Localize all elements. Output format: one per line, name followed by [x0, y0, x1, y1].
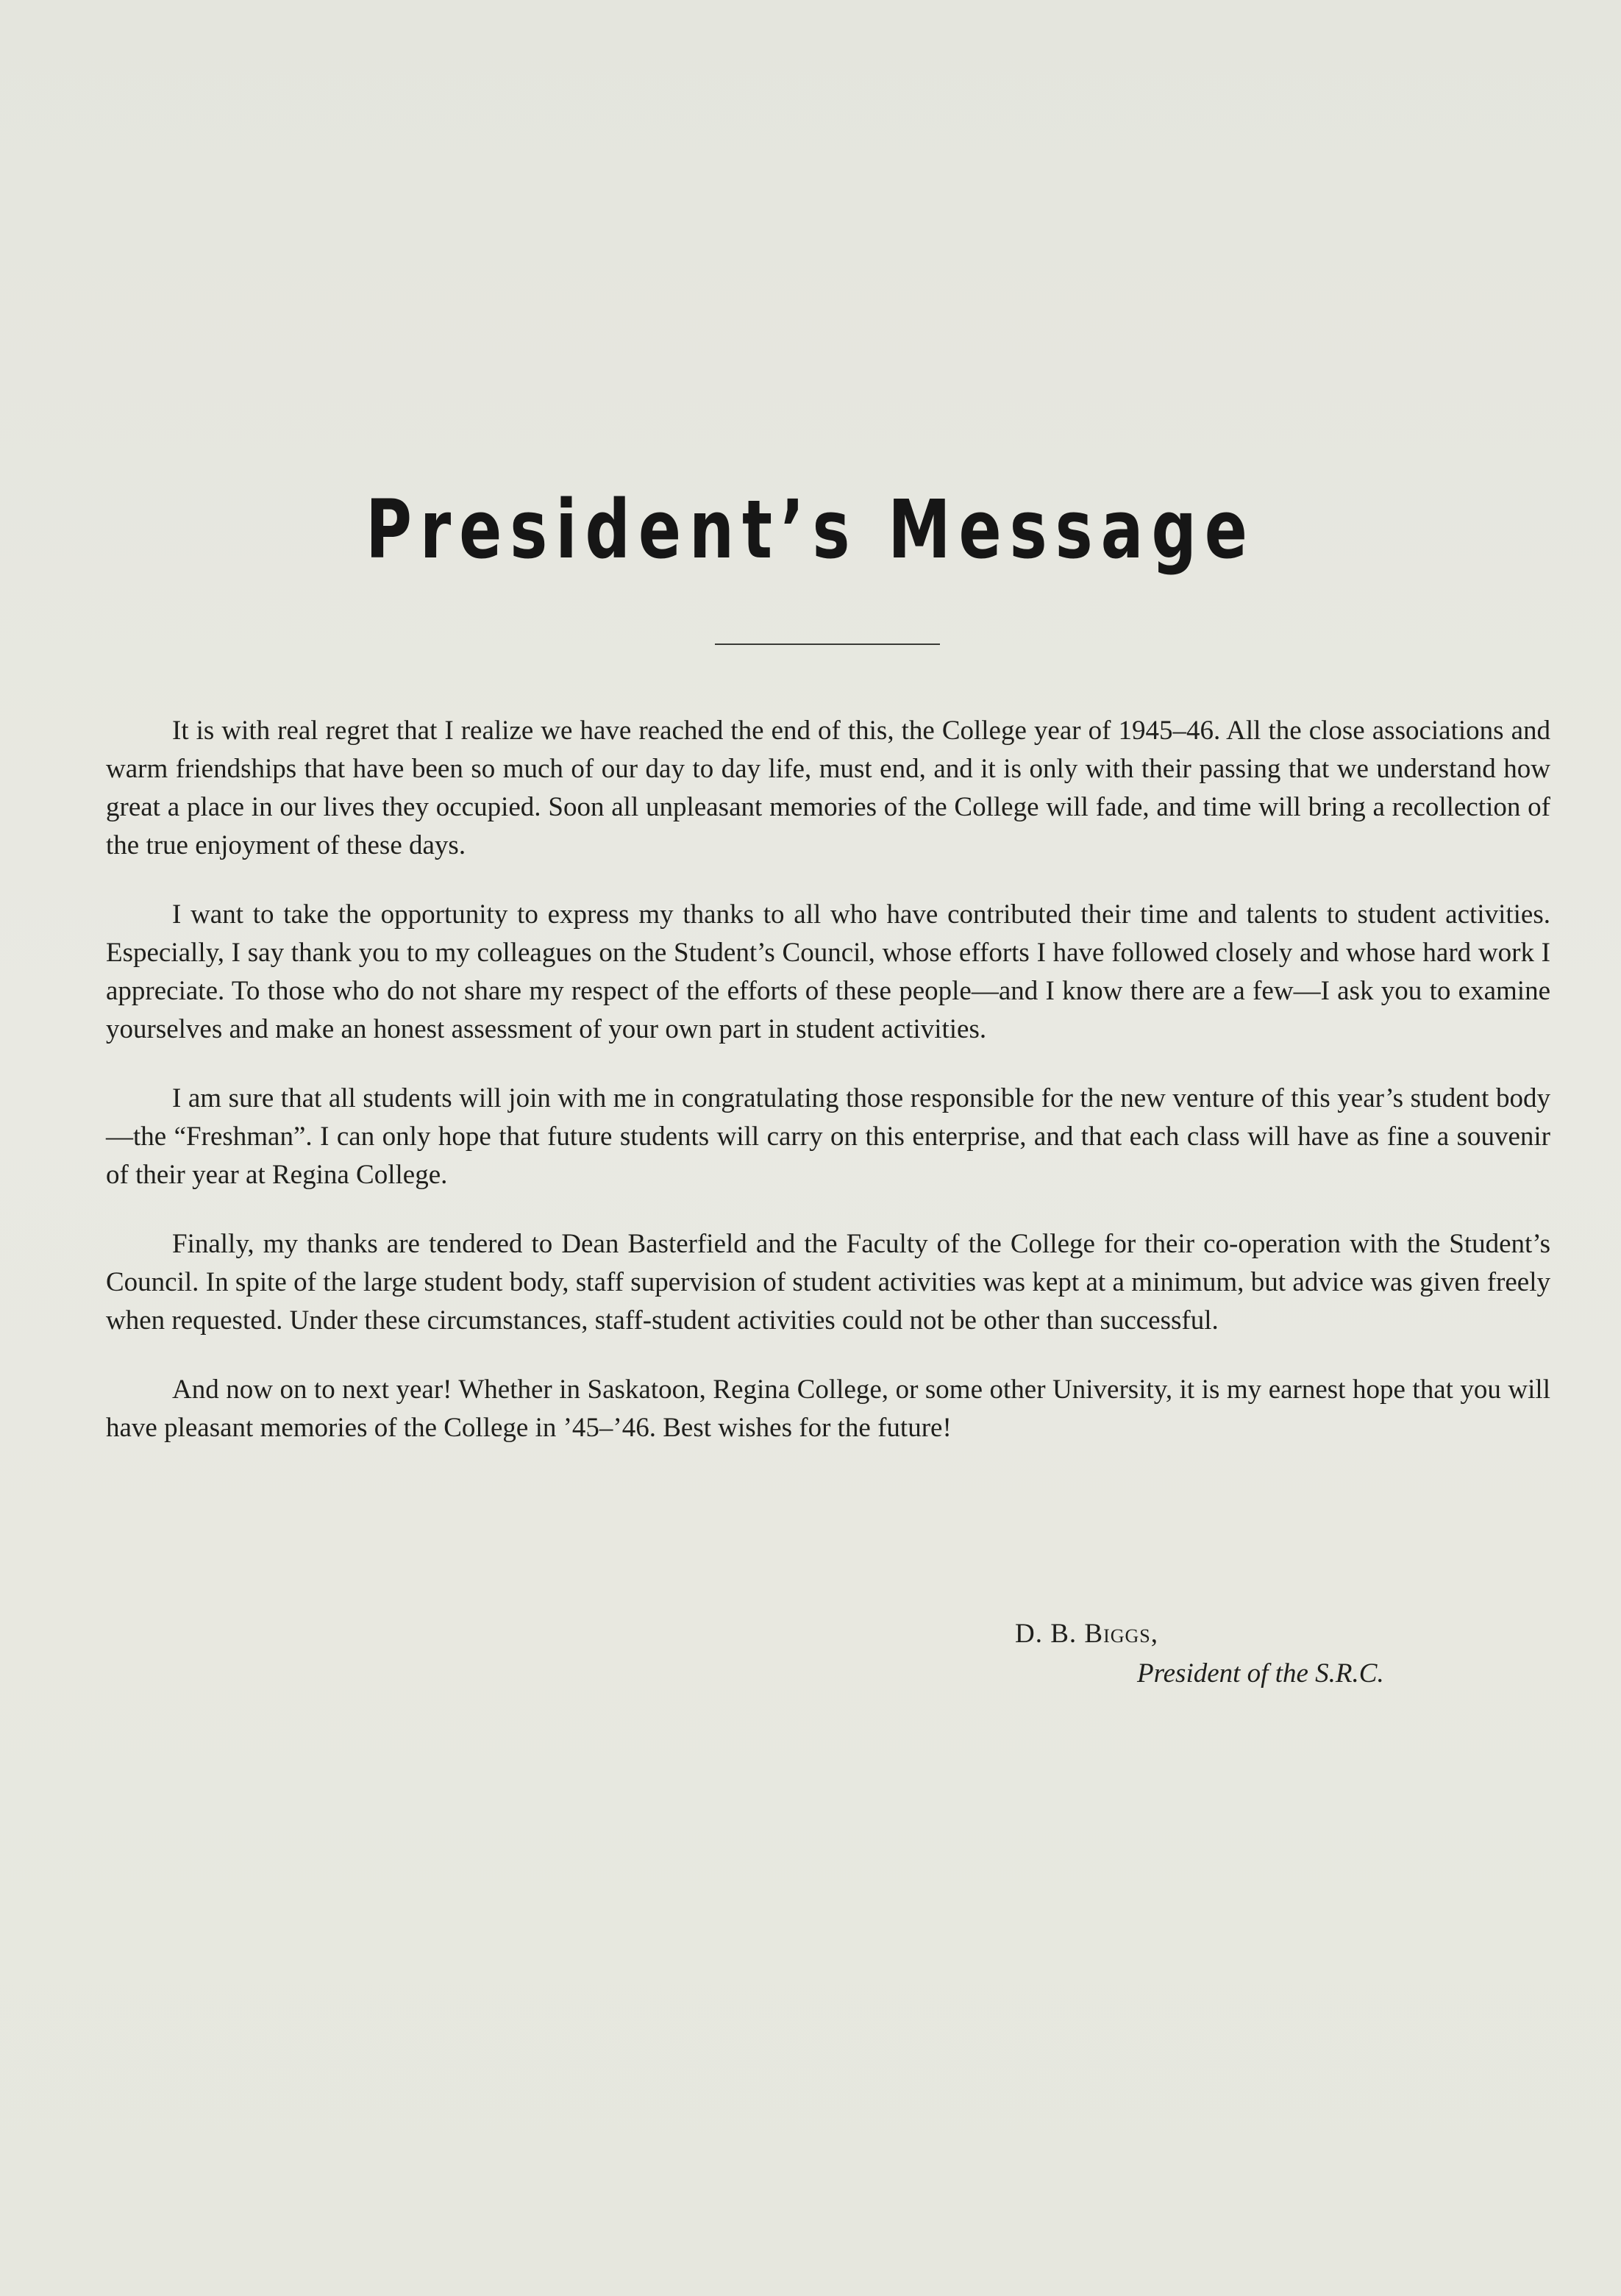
signature-block	[1015, 1614, 1530, 1694]
page-title: President’s Message	[366, 482, 1255, 577]
paragraph-3: I am sure that all students will join with me in congratulating those responsible for the new venture of this year’s student body—the “Freshman”. I can only hope that future students will carry on this enterprise, and that each class will have as fine a souvenir of their year at Regina College.	[106, 1083, 1550, 1190]
title-divider	[715, 643, 940, 645]
paragraph-5: And now on to next year! Whether in Saskatoon, Regina College, or some other University, it is my earnest hope that you will have pleasant memories of the College in ’45–’46. Best wishes for the future!	[106, 1375, 1550, 1443]
paragraph-4: Finally, my thanks are tendered to Dean Basterfield and the Faculty of the College for their co-operation with the Student’s Council. In spite of the large student body, staff supervision of student activities was kept at a minimum, but advice was given freely when requested. Under these circumstances, staff-student activities could not be other than successful.	[106, 1229, 1550, 1336]
signature-role: President of the S.R.C.	[1137, 1658, 1384, 1689]
paragraph-1: It is with real regret that I realize we have reached the end of this, the College year of 1945–46. All the close associations and warm friendships that have been so much of our day to day life, must end, and it is only with their passing that we understand how great a place in our lives they occupied. Soon all unpleasant memories of the College will fade, and time will bring a recollection of the true enjoyment of these days.	[106, 716, 1550, 860]
message-body	[106, 712, 1550, 1447]
signature-name: D. B. Biggs,	[1015, 1619, 1158, 1649]
paragraph-2: I want to take the opportunity to express my thanks to all who have contributed their time and talents to student activities. Especially, I say thank you to my colleagues on the Student’s Council, whose efforts I have followed closely and whose hard work I appreciate. To those who do not share my respect of the efforts of these people—and I know there are a few—I ask you to examine yourselves and make an honest assessment of your own part in student activities.	[106, 899, 1550, 1044]
